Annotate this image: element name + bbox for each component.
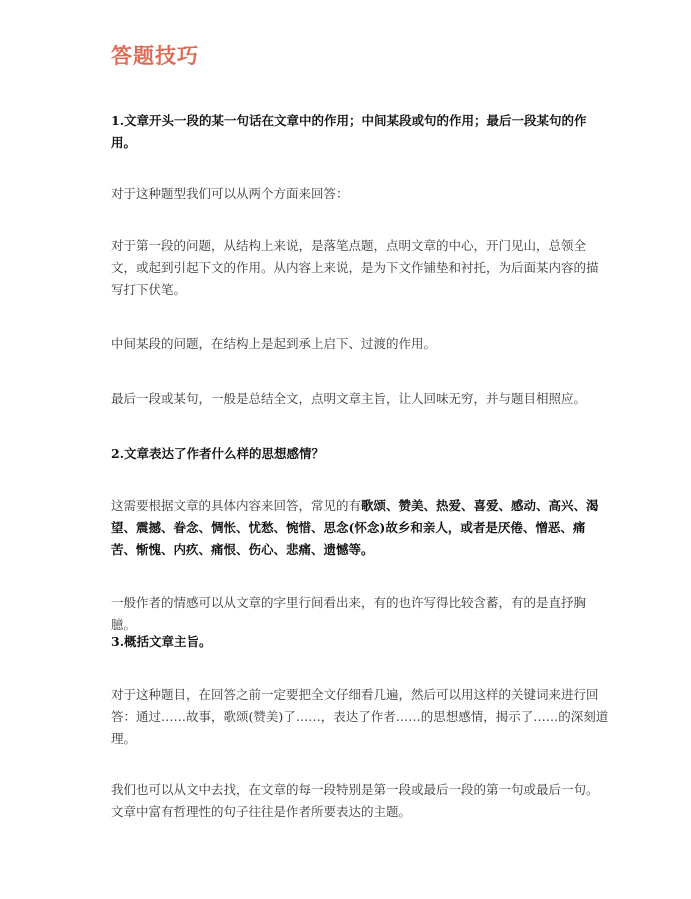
section-3-paragraph-2: 我们也可以从文中去找，在文章的每一段特别是第一段或最后一段的第一句或最后一句。文章中富有哲理性的句子往往是作者所要表达的主题。: [111, 782, 599, 819]
section-3-heading: 3.概括文章主旨。: [111, 634, 212, 649]
page-title: 答题技巧: [111, 43, 199, 68]
section-1-heading: 1.文章开头一段的某一句话在文章中的作用；中间某段或句的作用；最后一段某句的作用。: [111, 113, 587, 150]
section-2-heading: 2.文章表达了作者什么样的思想感情？: [111, 446, 325, 461]
section-2-paragraph-2: 一般作者的情感可以从文章的字里行间看出来，有的也许写得比较含蓄，有的是直抒胸臆。: [111, 595, 587, 632]
section-2-intro-text: 这需要根据文章的具体内容来回答，常见的有: [111, 498, 362, 513]
section-1-paragraph-3: 中间某段的问题，在结构上是起到承上启下、过渡的作用。: [111, 336, 437, 351]
section-1-paragraph-1: 对于这种题型我们可以从两个方面来回答：: [111, 186, 349, 201]
section-2-emotion-list: 歌颂、赞美、热爱、喜爱、感动、高兴、渴望、震撼、眷念、惆怅、忧愁、惋惜、思念(怀念)故乡和亲人，或者是厌倦、憎恶、痛苦、惭愧、内疚、痛恨、伤心、悲痛、遗憾等。: [111, 498, 599, 557]
section-1-paragraph-4: 最后一段或某句，一般是总结全文，点明文章主旨，让人回味无穷，并与题目相照应。: [111, 391, 587, 406]
section-1-paragraph-2: 对于第一段的问题，从结构上来说，是落笔点题，点明文章的中心，开门见山，总领全文，或起到引起下文的作用。从内容上来说，是为下文作铺垫和衬托，为后面某内容的描写打下伏笔。: [111, 238, 599, 297]
section-3-paragraph-1: 对于这种题目，在回答之前一定要把全文仔细看几遍，然后可以用这样的关键词来进行回答：通过……故事，歌颂(赞美)了……，表达了作者……的思想感情，揭示了……的深刻道理。: [111, 687, 609, 746]
section-2-paragraph-1: [111, 495, 609, 561]
